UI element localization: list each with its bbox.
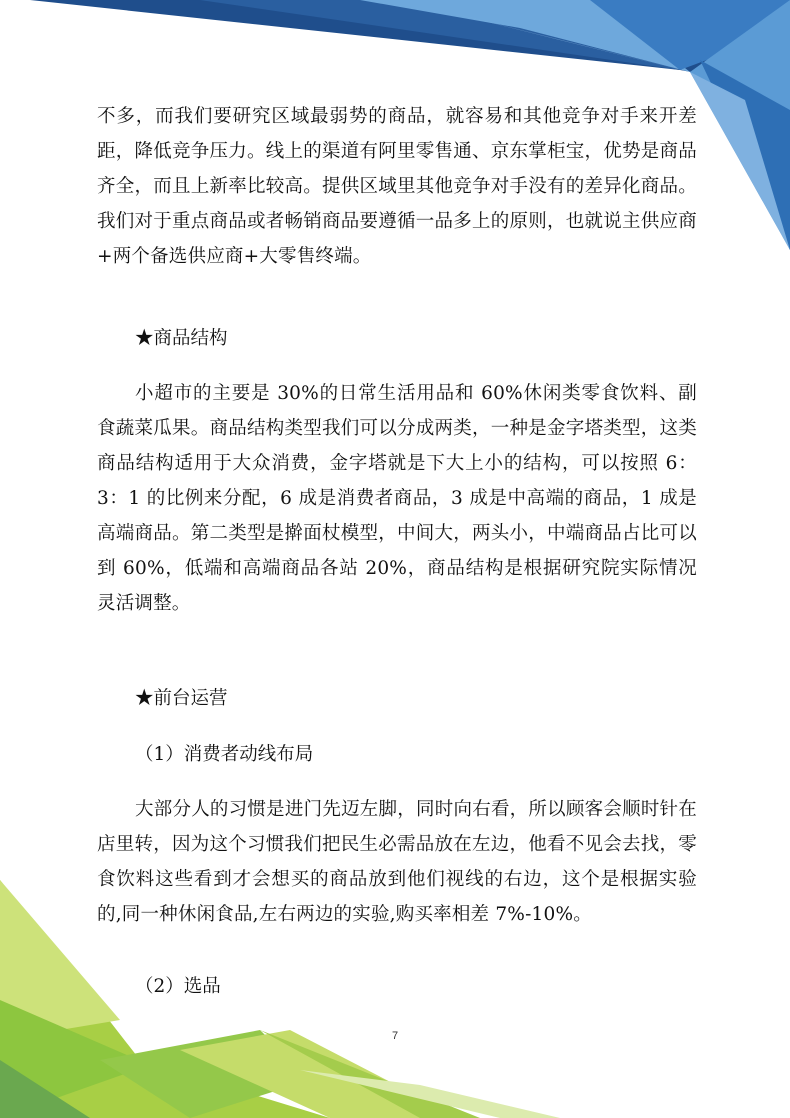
paragraph-consumer-flow: 大部分人的习惯是进门先迈左脚，同时向右看，所以顾客会顺时针在店里转，因为这个习惯我们把民生必需品放在左边，他看不见会去找，零食饮料这些看到才会想买的商品放到他们视线的右边，这个是根据实验的,同一种休闲食品,左右两边的实验,购买率相差 7%-10%。 — [97, 799, 697, 925]
paragraph-product-structure: 小超市的主要是 30%的日常生活用品和 60%休闲类零食饮料、副食蔬菜瓜果。商品结构类型我们可以分成两类，一种是金字塔类型，这类商品结构适用于大众消费，金字塔就是下大上小的结构，可以按照 6：3：1 的比例来分配，6 成是消费者商品，3 成是中高端的商品，1 成是高端商品。第二类型是擀面杖模型，中间大，两头小，中端商品占比可以到 60%，低端和高端商品各站 20%，商品结构是根据研究院实际情况灵活调整。 — [97, 383, 697, 614]
heading-front-operations: ★前台运营 — [135, 688, 228, 709]
paragraph-competition: 不多，而我们要研究区域最弱势的商品，就容易和其他竞争对手来开差距，降低竞争压力。线上的渠道有阿里零售通、京东掌柜宝，优势是商品齐全，而且上新率比较高。提供区域里其他竞争对手没有的差异化商品。我们对于重点商品或者畅销商品要遵循一品多上的原则，也就说主供应商+两个备选供应商+大零售终端。 — [97, 106, 697, 267]
heading-consumer-flow: （1）消费者动线布局 — [135, 744, 314, 765]
page-number: 7 — [391, 1030, 399, 1042]
heading-product-selection: （2）选品 — [135, 976, 221, 997]
heading-product-structure: ★商品结构 — [135, 328, 228, 349]
